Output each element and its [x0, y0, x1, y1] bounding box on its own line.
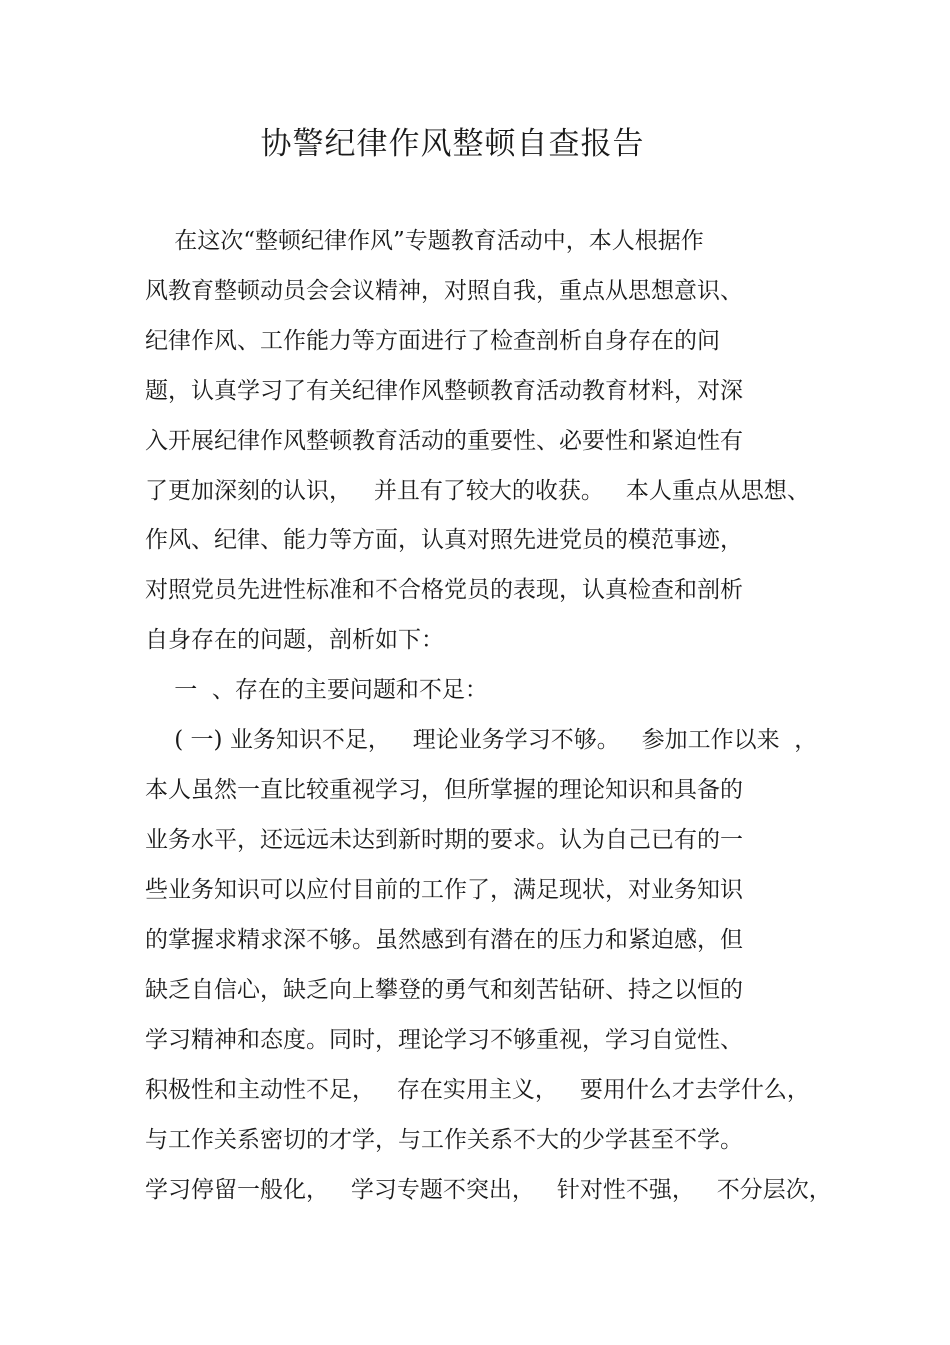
paragraph-line-2: 风教育整顿动员会会议精神，对照自我，重点从思想意识、 [145, 278, 743, 304]
paragraph-line-9: 自身存在的问题，剖析如下： [145, 627, 444, 653]
paragraph-line-13: 业务水平，还远远未达到新时期的要求。认为自己已有的一 [145, 827, 743, 853]
paragraph-line-16: 缺乏自信心，缺乏向上攀登的勇气和刻苦钻研、持之以恒的 [145, 977, 743, 1003]
subsection-heading: ( 一) 业务知识不足， 理论业务学习不够。 参加工作以来 ， [145, 727, 818, 753]
paragraph-line-14: 些业务知识可以应付目前的工作了，满足现状，对业务知识 [145, 877, 743, 903]
paragraph-line-4: 题，认真学习了有关纪律作风整顿教育活动教育材料，对深 [145, 378, 743, 404]
paragraph-line-1: 在这次“整顿纪律作风”专题教育活动中，本人根据作 [145, 228, 704, 254]
paragraph-line-8: 对照党员先进性标准和不合格党员的表现，认真检查和剖析 [145, 577, 743, 603]
page-title: 协警纪律作风整顿自查报告 [260, 126, 645, 162]
paragraph-line-3: 纪律作风、工作能力等方面进行了检查剖析自身存在的问 [145, 328, 720, 354]
paragraph-line-7: 作风、纪律、能力等方面，认真对照先进党员的模范事迹， [145, 527, 743, 553]
paragraph-line-5: 入开展纪律作风整顿教育活动的重要性、必要性和紧迫性有 [145, 428, 743, 454]
paragraph-line-20: 学习停留一般化， 学习专题不突出， 针对性不强， 不分层次， [145, 1177, 832, 1203]
paragraph-line-17: 学习精神和态度。同时，理论学习不够重视，学习自觉性、 [145, 1027, 743, 1053]
paragraph-line-15: 的掌握求精求深不够。虽然感到有潜在的压力和紧迫感，但 [145, 927, 743, 953]
paragraph-line-19: 与工作关系密切的才学，与工作关系不大的少学甚至不学。 [145, 1127, 743, 1153]
paragraph-line-12: 本人虽然一直比较重视学习，但所掌握的理论知识和具备的 [145, 777, 743, 803]
section-heading: 一 、存在的主要问题和不足： [145, 677, 488, 703]
paragraph-line-18: 积极性和主动性不足， 存在实用主义， 要用什么才去学什么， [145, 1077, 810, 1103]
paragraph-line-6: 了更加深刻的认识， 并且有了较大的收获。 本人重点从思想、 [145, 478, 810, 504]
